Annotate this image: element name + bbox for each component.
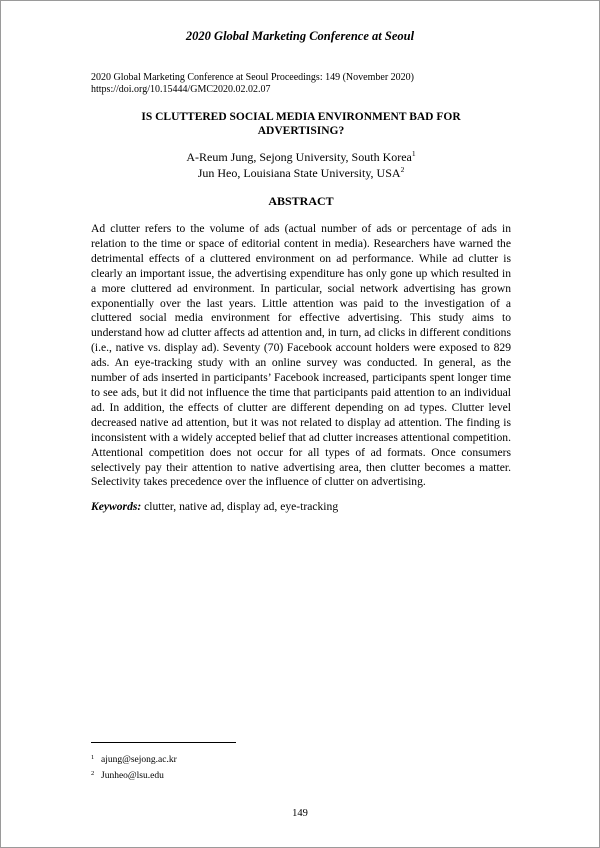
author-2 [91, 165, 511, 181]
keywords [91, 499, 511, 514]
abstract-body: Ad clutter refers to the volume of ads (actual number of ads or percentage of ads in relation to the time or space of editorial content in media). Researchers have warned the detrimental effects of a cluttered environment on ad performance. While ad clutter is clearly an important issue, the advertising expenditure has only gone up which resulted in a more cluttered ad environment. In particular, social network advertising has grown exponentially over the last years. Little attention was paid to the investigation of a cluttered social media environment for effective advertising. This study aims to understand how ad clutter affects ad attention and, in turn, ad clicks in different conditions (i.e., native vs. display ad). Seventy (70) Facebook account holders were exposed to 829 ads. An eye-tracking study with an online survey was conducted. In general, as the number of ads inserted in participants’ Facebook increased, participants spent longer time to see ads, but it did not influence the time that participants paid attention to an individual ad. In addition, the effects of clutter are different depending on ad types. Clutter level decreased native ad attention, but it was not related to display ad attention. The finding is inconsistent with a widely accepted belief that ad clutter increases attentional competition. Attentional competition does not occur for all types of ad formats. Once consumers selectively pay their attention to native advertising area, then clutter becomes a matter. Selectivity takes precedence over the influence of clutter on advertising. [91, 222, 511, 489]
author-1-footnote-mark: 1 [411, 149, 416, 158]
footnotes [91, 751, 511, 783]
footnote-1 [91, 751, 511, 767]
footnote-2-mark: 2 [91, 770, 95, 777]
keywords-label: Keywords: [91, 500, 142, 513]
author-1-text: A-Reum Jung, Sejong University, South Korea [186, 150, 412, 164]
abstract-heading: ABSTRACT [268, 194, 334, 208]
keywords-text: clutter, native ad, display ad, eye-tracking [141, 500, 339, 513]
doi-link[interactable]: https://doi.org/10.15444/GMC2020.02.02.07 [91, 84, 271, 95]
author-2-text: Jun Heo, Louisiana State University, USA [197, 166, 401, 180]
paper-title [91, 110, 511, 138]
footnote-2 [91, 767, 511, 783]
paper-title-line-2: ADVERTISING? [257, 125, 345, 137]
paper-title-line-1: IS CLUTTERED SOCIAL MEDIA ENVIRONMENT BAD FOR [141, 111, 461, 123]
footnote-2-email[interactable]: Junheo@lsu.edu [101, 771, 164, 781]
page-number: 149 [292, 808, 308, 819]
author-2-footnote-mark: 2 [400, 165, 405, 174]
proceedings-line: 2020 Global Marketing Conference at Seoul Proceedings: 149 (November 2020) [91, 72, 414, 83]
footnote-1-email[interactable]: ajung@sejong.ac.kr [101, 755, 177, 765]
author-1 [91, 149, 511, 165]
footnote-1-mark: 1 [91, 754, 95, 761]
running-head: 2020 Global Marketing Conference at Seoul [185, 29, 415, 43]
footnote-rule [91, 742, 236, 743]
proceedings-info [91, 72, 511, 96]
authors-block [91, 149, 511, 181]
